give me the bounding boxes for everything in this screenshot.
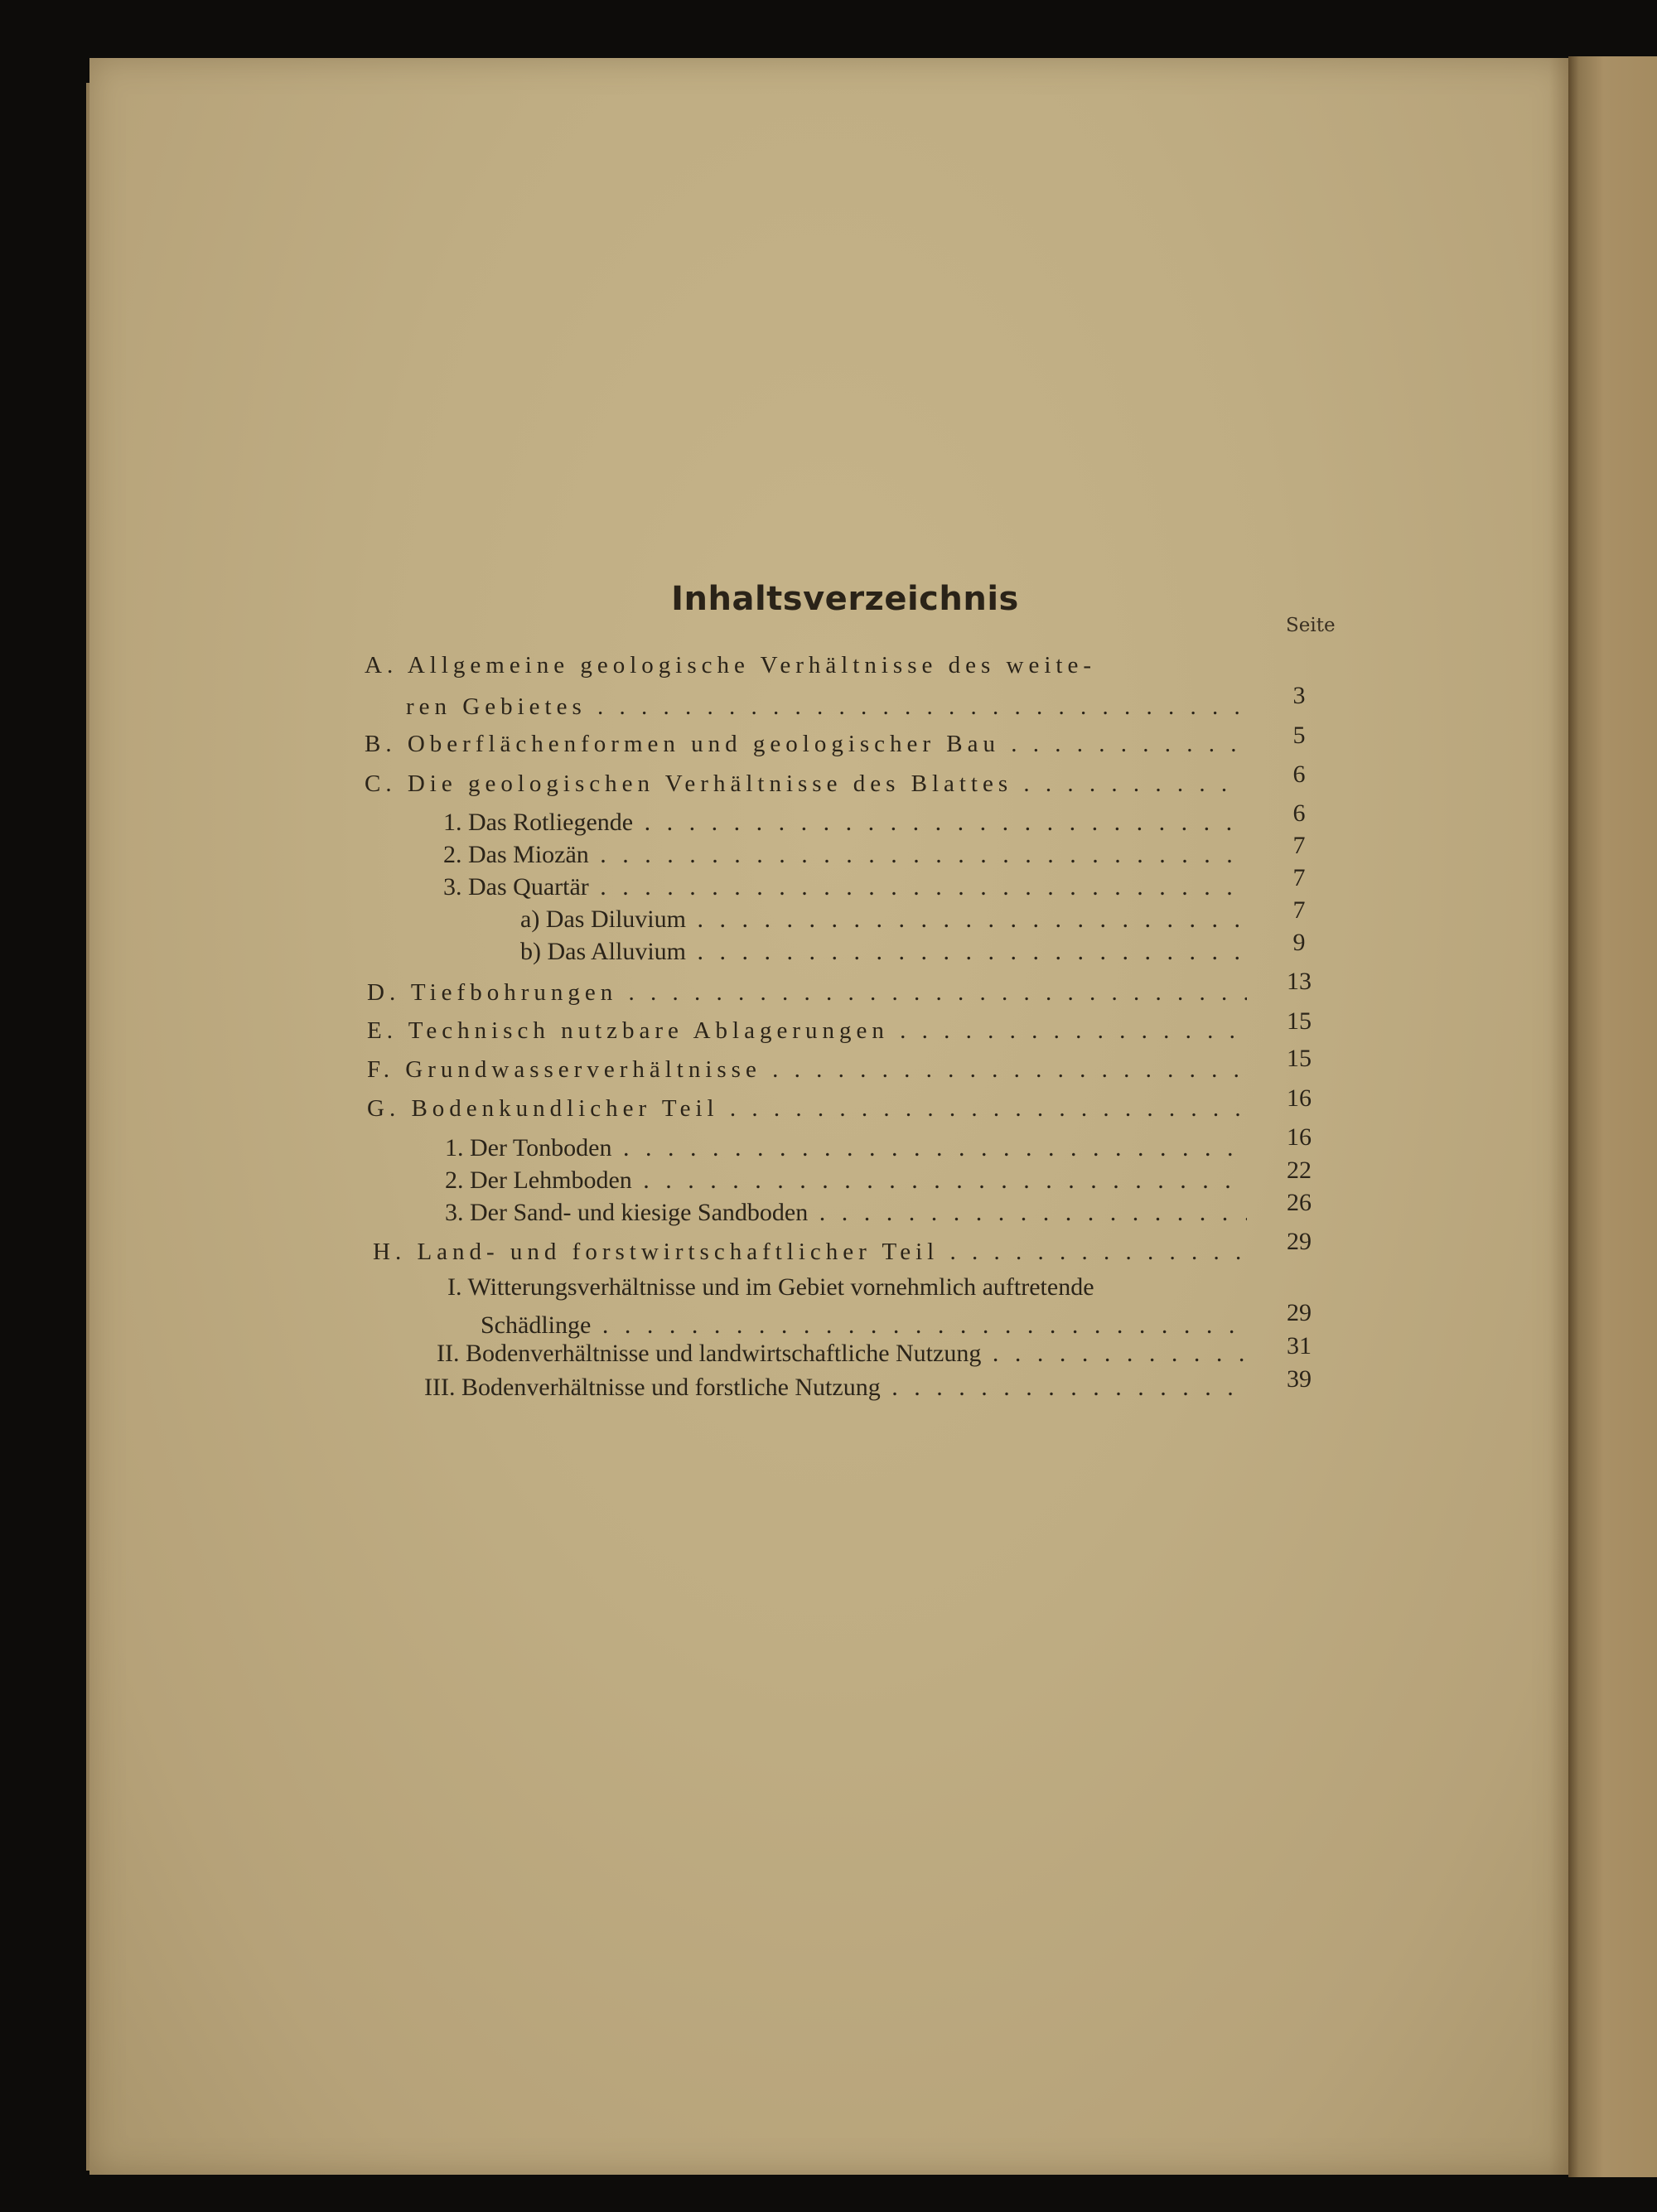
toc-page-number: 7 <box>1292 896 1306 924</box>
toc-page-number: 39 <box>1287 1365 1312 1393</box>
toc-entry-e <box>367 1016 1247 1046</box>
toc-page-number: 29 <box>1287 1228 1312 1255</box>
toc-page-number: 5 <box>1292 722 1306 749</box>
page-title: Inhaltsverzeichnis <box>671 580 1019 618</box>
toc-subentry <box>443 808 1247 838</box>
toc-entry-label: G. Bodenkundlicher Teil <box>367 1095 719 1122</box>
toc-page-number: 9 <box>1292 929 1306 956</box>
leader-dots <box>889 1017 1247 1044</box>
toc-subentry-continued <box>481 1311 1247 1340</box>
toc-page-number: 26 <box>1287 1189 1312 1216</box>
toc-entry-h <box>373 1237 1247 1267</box>
toc-page-number: 22 <box>1287 1157 1312 1184</box>
toc-subentry <box>443 872 1247 902</box>
toc-entry-label: II. Bodenverhältnisse und landwirtschaftliche Nutzung <box>437 1340 982 1367</box>
toc-entry-label: H. Land- und forstwirtschaftlicher Teil <box>373 1239 940 1265</box>
leader-dots <box>591 1311 1247 1339</box>
toc-entry-label: b) Das Alluvium <box>520 938 686 965</box>
toc-page-number: 16 <box>1287 1084 1312 1112</box>
toc-subentry <box>443 840 1247 870</box>
toc-subsubentry <box>520 937 1247 967</box>
leader-dots <box>1012 770 1243 797</box>
toc-page-number: 3 <box>1292 682 1306 709</box>
leader-dots <box>589 873 1247 901</box>
toc-page-number: 7 <box>1292 864 1306 891</box>
toc-entry-label: 3. Das Quartär <box>443 873 589 901</box>
toc-subsubentry <box>520 905 1247 935</box>
toc-entry-f <box>367 1055 1247 1084</box>
toc-entry-label: 2. Das Miozän <box>443 841 589 868</box>
toc-entry-label: III. Bodenverhältnisse und forstliche Nutzung <box>424 1374 881 1401</box>
leader-dots <box>808 1199 1247 1226</box>
leader-dots <box>719 1095 1247 1122</box>
toc-entry-label: D. Tiefbohrungen <box>367 979 618 1006</box>
toc-entry-label: 1. Der Tonboden <box>445 1134 612 1162</box>
toc-page-number: 13 <box>1287 968 1312 995</box>
leader-dots <box>632 1166 1247 1194</box>
leader-dots <box>589 841 1247 868</box>
toc-entry-d <box>367 978 1247 1007</box>
toc-entry-label: Schädlinge <box>481 1311 592 1339</box>
toc-page-number: 29 <box>1287 1299 1312 1326</box>
toc-entry-label: ren Gebietes <box>406 693 587 720</box>
toc-page-number: 6 <box>1292 761 1306 788</box>
leader-dots <box>611 1134 1247 1162</box>
leader-dots <box>1000 731 1243 757</box>
toc-page-number: 6 <box>1292 799 1306 827</box>
toc-subentry <box>445 1166 1247 1195</box>
toc-subentry <box>424 1373 1247 1403</box>
toc-entry-b <box>365 729 1243 759</box>
leader-dots <box>981 1340 1247 1367</box>
toc-entry-label: 3. Der Sand- und kiesige Sandboden <box>445 1199 809 1226</box>
toc-entry-a <box>365 650 1259 680</box>
toc-entry-label: a) Das Diluvium <box>520 906 686 933</box>
toc-page-number: 15 <box>1287 1045 1312 1072</box>
leader-dots <box>587 693 1243 720</box>
toc-page-number: 16 <box>1287 1123 1312 1151</box>
toc-entry-label: 1. Das Rotliegende <box>443 809 634 836</box>
leader-dots <box>939 1239 1247 1265</box>
toc-entry-c <box>365 769 1243 799</box>
toc-entry-label: 2. Der Lehmboden <box>445 1166 632 1194</box>
toc-subentry <box>445 1133 1247 1163</box>
leader-dots <box>633 809 1247 836</box>
toc-subentry <box>447 1273 1268 1302</box>
toc-entry-g <box>367 1094 1247 1123</box>
toc-entry-label: I. Witterungsverhältnisse und im Gebiet vornehmlich auftretende <box>447 1273 1094 1301</box>
leader-dots <box>686 938 1247 965</box>
toc-subentry <box>445 1198 1247 1228</box>
leader-dots <box>617 979 1247 1006</box>
leader-dots <box>881 1374 1247 1401</box>
toc-page-number: 31 <box>1287 1332 1312 1360</box>
toc-entry-label: C. Die geologischen Verhältnisse des Blattes <box>365 770 1013 797</box>
toc-entry-a-continued <box>406 692 1243 722</box>
toc-page-number: 15 <box>1287 1007 1312 1035</box>
toc-subentry <box>437 1339 1247 1369</box>
toc-entry-label: E. Technisch nutzbare Ablagerungen <box>367 1017 889 1044</box>
toc-entry-label: F. Grundwasserverhältnisse <box>367 1056 761 1083</box>
toc-page-number: 7 <box>1292 832 1306 859</box>
page-column-header: Seite <box>1286 615 1336 636</box>
toc-entry-label: A. Allgemeine geologische Verhältnisse des weite- <box>365 652 1096 679</box>
leader-dots <box>686 906 1247 933</box>
toc-entry-label: B. Oberflächenformen und geologischer Bau <box>365 731 1001 757</box>
leader-dots <box>761 1056 1247 1083</box>
